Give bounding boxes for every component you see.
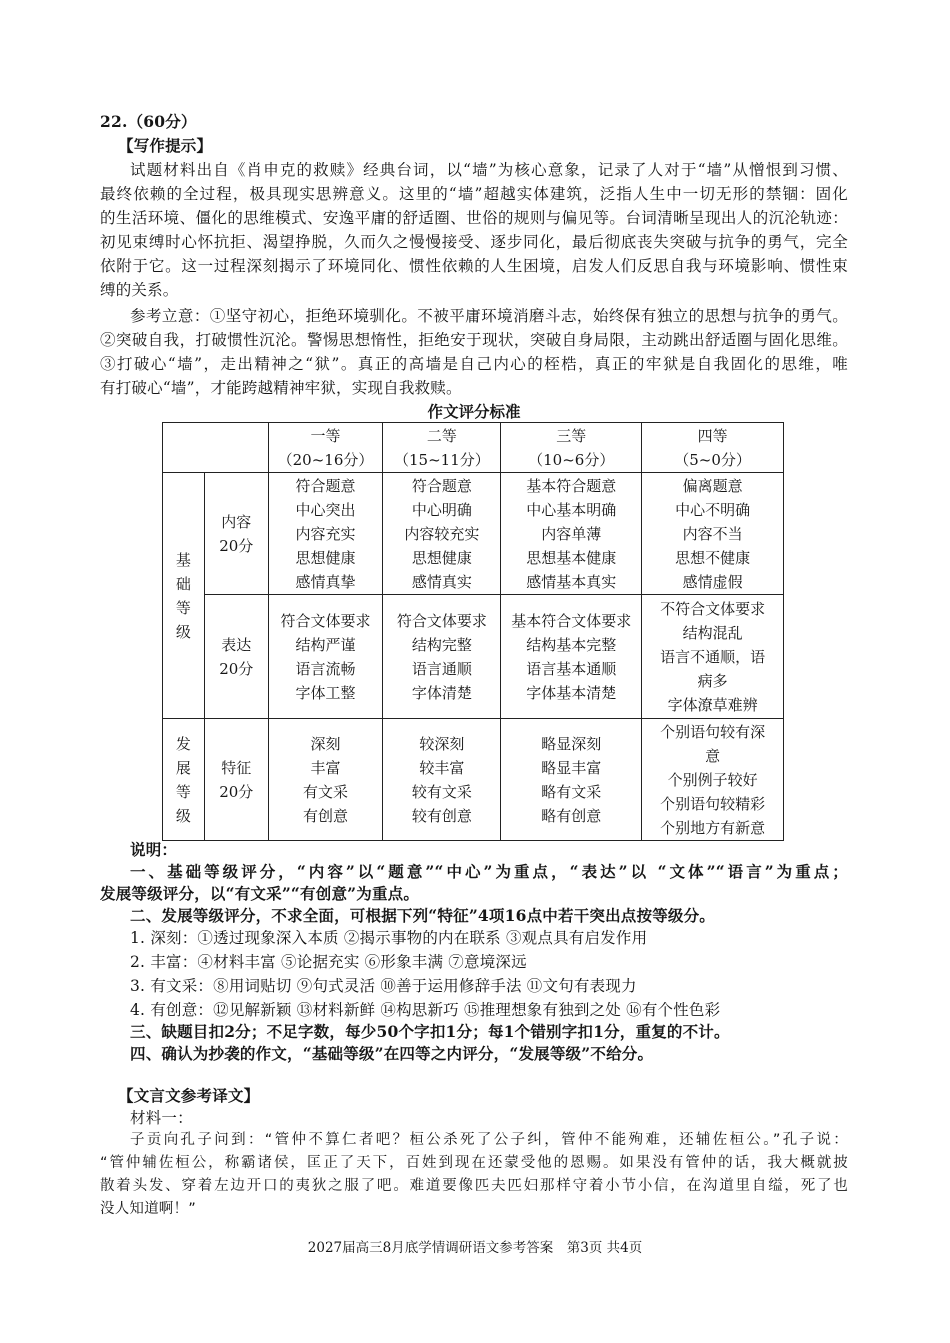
note-line: 发展等级评分，以“有文采”“有创意”为重点。 [100, 884, 420, 903]
rubric-cell: 略显深刻 略显丰富 略有文采 略有创意 [501, 719, 642, 841]
notes-heading: 说明： [130, 840, 178, 859]
note-line: 3. 有文采：⑧用词贴切 ⑨句式灵活 ⑩善于运用修辞手法 ⑪文句有表现力 [130, 977, 637, 995]
expression-label: 表达 20分 [204, 595, 268, 719]
expression-row [163, 595, 784, 719]
rubric-cell: 基本符合文体要求 结构基本完整 语言基本通顺 字体基本清楚 [501, 595, 642, 719]
rubric-cell: 符合题意 中心突出 内容充实 思想健康 感情真挚 [268, 473, 383, 595]
hint-line: 缚的关系。 [100, 281, 179, 299]
rubric-cell: 个别语句较有深 意 个别例子较好 个别语句较精彩 个别地方有新意 [642, 719, 784, 841]
hint-line: 依附于它。这一过程深刻揭示了环境同化、惯性依赖的人生困境，启发人们反思自我与环境影响、惯性束 [100, 257, 848, 275]
rubric-cell: 不符合文体要求 结构混乱 语言不通顺，语 病多 字体潦草难辨 [642, 595, 784, 719]
note-line: 一、基础等级评分，“内容”以“题意”“中心”为重点，“表达”以 “文体”“语言”为重点； [130, 862, 848, 881]
translation-line: 没人知道啊！” [100, 1201, 196, 1217]
rubric-cell: 基本符合题意 中心基本明确 内容单薄 思想基本健康 感情基本真实 [501, 473, 642, 595]
level-header: 二等 （15~11分） [383, 423, 501, 473]
hint-line: 最终依赖的全过程，极具现实思辨意义。这里的“墙”超越实体建筑，泛指人生中一切无形的禁锢：固化 [100, 185, 848, 203]
reference-line: 有打破心“墙”，才能跨越精神牢狱，实现自我救赎。 [100, 379, 462, 397]
question-number: 22.（60分） [100, 112, 197, 131]
page-footer: 2027届高三8月底学情调研语文参考答案 第3页 共4页 [307, 1240, 643, 1256]
rubric-cell: 深刻 丰富 有文采 有创意 [268, 719, 383, 841]
translation-line: “管仲辅佐桓公，称霸诸侯，匡正了天下，百姓到现在还蒙受他的恩赐。如果没有管仲的话，我大概就披 [100, 1155, 848, 1171]
rubric-cell: 符合文体要求 结构完整 语言通顺 字体清楚 [383, 595, 501, 719]
content-label: 内容 20分 [204, 473, 268, 595]
rubric-header-row [163, 423, 784, 473]
note-line: 2. 丰富：④材料丰富 ⑤论据充实 ⑥形象丰满 ⑦意境深远 [130, 953, 527, 971]
rubric-cell: 较深刻 较丰富 较有文采 较有创意 [383, 719, 501, 841]
rubric-cell: 符合题意 中心明确 内容较充实 思想健康 感情真实 [383, 473, 501, 595]
reference-line: 参考立意：①坚守初心，拒绝环境驯化。不被平庸环境消磨斗志，始终保有独立的思想与抗争的勇气。 [130, 307, 848, 325]
note-line: 三、缺题目扣2分；不足字数，每少50个字扣1分；每1个错别字扣1分，重复的不计。 [130, 1022, 730, 1041]
hint-line: 初见束缚时心怀抗拒、渴望挣脱，久而久之慢慢接受、逐步同化，最后彻底丧失突破与抗争的勇气，完全 [100, 233, 848, 251]
translation-line: 子贡向孔子问到：“管仲不算仁者吧？桓公杀死了公子纠，管仲不能殉难，还辅佐桓公。”孔子说： [130, 1132, 848, 1148]
translation-line: 散着头发、穿着左边开口的夷狄之服了吧。难道要像匹夫匹妇那样守着小节小信，在沟道里自缢，死了也 [100, 1178, 848, 1194]
content-row [163, 473, 784, 595]
note-line: 1. 深刻：①透过现象深入本质 ②揭示事物的内在联系 ③观点具有启发作用 [130, 929, 648, 947]
writing-hint-heading: 【写作提示】 [118, 136, 213, 155]
rubric-title: 作文评分标准 [427, 402, 521, 421]
rubric-corner-cell [163, 423, 269, 473]
scoring-rubric-table [162, 422, 784, 841]
note-line: 二、发展等级评分，不求全面，可根据下列“特征”4项16点中若干突出点按等级分。 [130, 906, 715, 925]
basic-level-label: 基础等级 [163, 473, 205, 719]
material-label: 材料一： [130, 1109, 193, 1127]
rubric-cell: 符合文体要求 结构严谨 语言流畅 字体工整 [268, 595, 383, 719]
level-header: 一等 （20~16分） [268, 423, 383, 473]
level-header: 四等 （5~0分） [642, 423, 784, 473]
development-level-label: 发展等级 [163, 719, 205, 841]
rubric-cell: 偏离题意 中心不明确 内容不当 思想不健康 感情虚假 [642, 473, 784, 595]
level-header: 三等 （10~6分） [501, 423, 642, 473]
feature-row [163, 719, 784, 841]
feature-label: 特征 20分 [204, 719, 268, 841]
note-line: 四、确认为抄袭的作文，“基础等级”在四等之内评分，“发展等级”不给分。 [130, 1044, 654, 1063]
note-line: 4. 有创意：⑫见解新颖 ⑬材料新鲜 ⑭构思新巧 ⑮推理想象有独到之处 ⑯有个性色彩 [130, 1001, 721, 1019]
reference-line: ②突破自我，打破惯性沉沦。警惕思想惰性，拒绝安于现状，突破自身局限，主动跳出舒适圈与固化思维。 [100, 331, 848, 349]
reference-line: ③打破心“墙”，走出精神之“狱”。真正的高墙是自己内心的桎梏，真正的牢狱是自我固化的思维，唯 [100, 355, 848, 373]
translation-heading: 【文言文参考译文】 [118, 1086, 260, 1105]
hint-line: 的生活环境、僵化的思维模式、安逸平庸的舒适圈、世俗的规则与偏见等。台词清晰呈现出人的沉沦轨迹： [100, 209, 848, 227]
hint-line: 试题材料出自《肖申克的救赎》经典台词，以“墙”为核心意象，记录了人对于“墙”从憎恨到习惯、 [130, 161, 848, 179]
